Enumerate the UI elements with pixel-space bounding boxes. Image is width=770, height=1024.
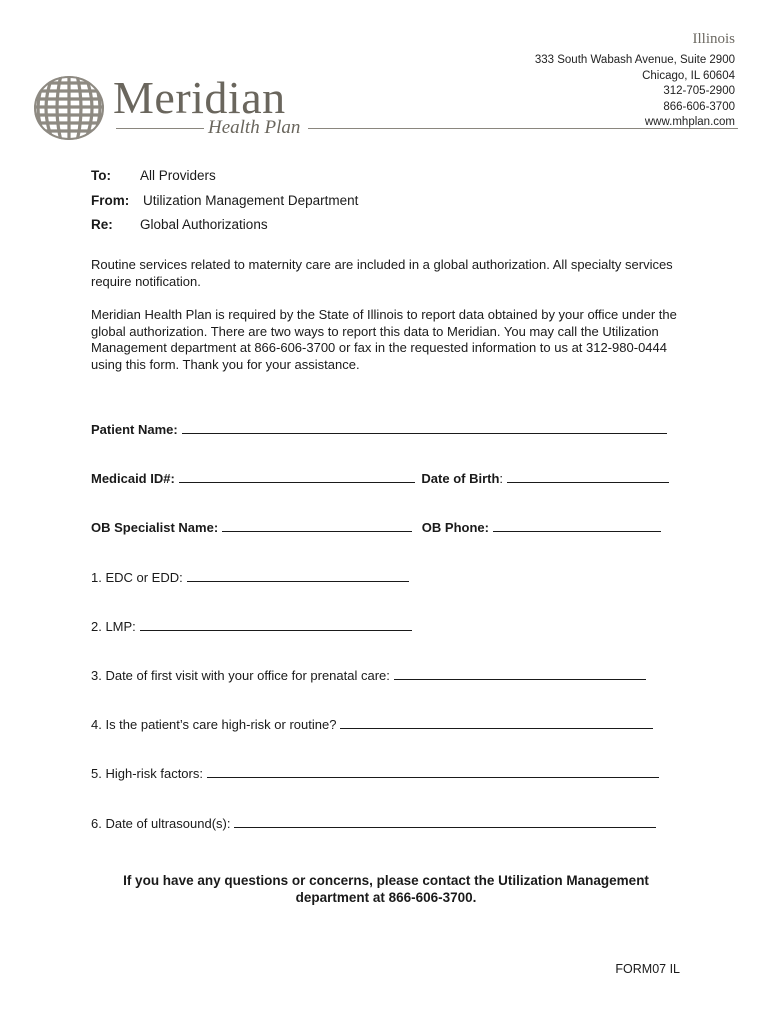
- memo-to-label: To:: [91, 168, 111, 183]
- q6-label: 6. Date of ultrasound(s):: [91, 816, 231, 831]
- brand-subtitle: Health Plan: [208, 117, 301, 138]
- address-block: [535, 53, 735, 131]
- header-rule-right: [308, 128, 738, 129]
- state-label: Illinois: [692, 31, 735, 47]
- medicaid-id-line[interactable]: [179, 470, 415, 483]
- body-paragraph-2: Meridian Health Plan is required by the State of Illinois to report data obtained by your office under the global authorization. There are two ways to report this data to Meridian. You may call the Utilization Management department at 866-606-3700 or fax in the requested information to us at 312-980-0444 using this form. Thank you for your assistance.: [91, 307, 677, 372]
- body-paragraph-1: Routine services related to maternity care are included in a global authorization. All specialty services require notification.: [91, 257, 673, 289]
- patient-name-field: [91, 421, 667, 437]
- ob-specialist-line[interactable]: [222, 519, 412, 532]
- dob-colon: :: [499, 471, 504, 486]
- q6-line[interactable]: [234, 815, 656, 828]
- q5-label: 5. High-risk factors:: [91, 766, 203, 781]
- contact-note-line-2: department at 866-606-3700.: [295, 890, 477, 905]
- q1-label: 1. EDC or EDD:: [91, 570, 183, 585]
- address-website: www.mhplan.com: [644, 116, 735, 128]
- q6-field: [91, 815, 656, 831]
- patient-name-line[interactable]: [182, 421, 667, 434]
- dob-line[interactable]: [507, 470, 669, 483]
- contact-note-line-1: If you have any questions or concerns, please contact the Utilization Management: [123, 873, 649, 888]
- address-phone-2: 866-606-3700: [663, 100, 735, 113]
- memo-from-label: From:: [91, 193, 130, 208]
- address-city: Chicago, IL 60604: [642, 69, 735, 82]
- form-id: FORM07 IL: [615, 962, 680, 976]
- globe-icon: [33, 75, 105, 141]
- address-phone-1: 312-705-2900: [663, 85, 735, 97]
- memo-re-value: Global Authorizations: [140, 217, 268, 232]
- q2-field: [91, 618, 412, 634]
- q2-label: 2. LMP:: [91, 619, 136, 634]
- memo-to-value: All Providers: [140, 168, 216, 183]
- q4-line[interactable]: [340, 716, 653, 729]
- medicaid-dob-row: [91, 470, 669, 486]
- ob-phone-label: OB Phone:: [421, 520, 489, 535]
- ob-row: [91, 519, 661, 535]
- q4-field: [91, 716, 653, 732]
- q3-label: 3. Date of first visit with your office for prenatal care:: [91, 668, 390, 683]
- q5-field: [91, 765, 659, 781]
- memo-re-label: Re:: [91, 217, 113, 232]
- q1-line[interactable]: [187, 569, 409, 582]
- brand-name: Meridian: [113, 72, 286, 123]
- q5-line[interactable]: [207, 765, 659, 778]
- ob-specialist-label: OB Specialist Name:: [91, 520, 219, 535]
- q2-line[interactable]: [140, 618, 412, 631]
- q4-label: 4. Is the patient’s care high-risk or routine?: [91, 717, 337, 732]
- medicaid-id-label: Medicaid ID#:: [91, 471, 175, 486]
- address-street: 333 South Wabash Avenue, Suite 2900: [534, 54, 735, 66]
- contact-note: [91, 872, 681, 906]
- q1-field: [91, 569, 409, 585]
- q3-field: [91, 667, 646, 683]
- header-rule-left: [116, 128, 204, 129]
- memo-from-value: Utilization Management Department: [143, 193, 359, 208]
- ob-phone-line[interactable]: [493, 519, 661, 532]
- dob-label: Date of Birth: [421, 471, 500, 486]
- q3-line[interactable]: [394, 667, 646, 680]
- patient-name-label: Patient Name:: [91, 422, 178, 437]
